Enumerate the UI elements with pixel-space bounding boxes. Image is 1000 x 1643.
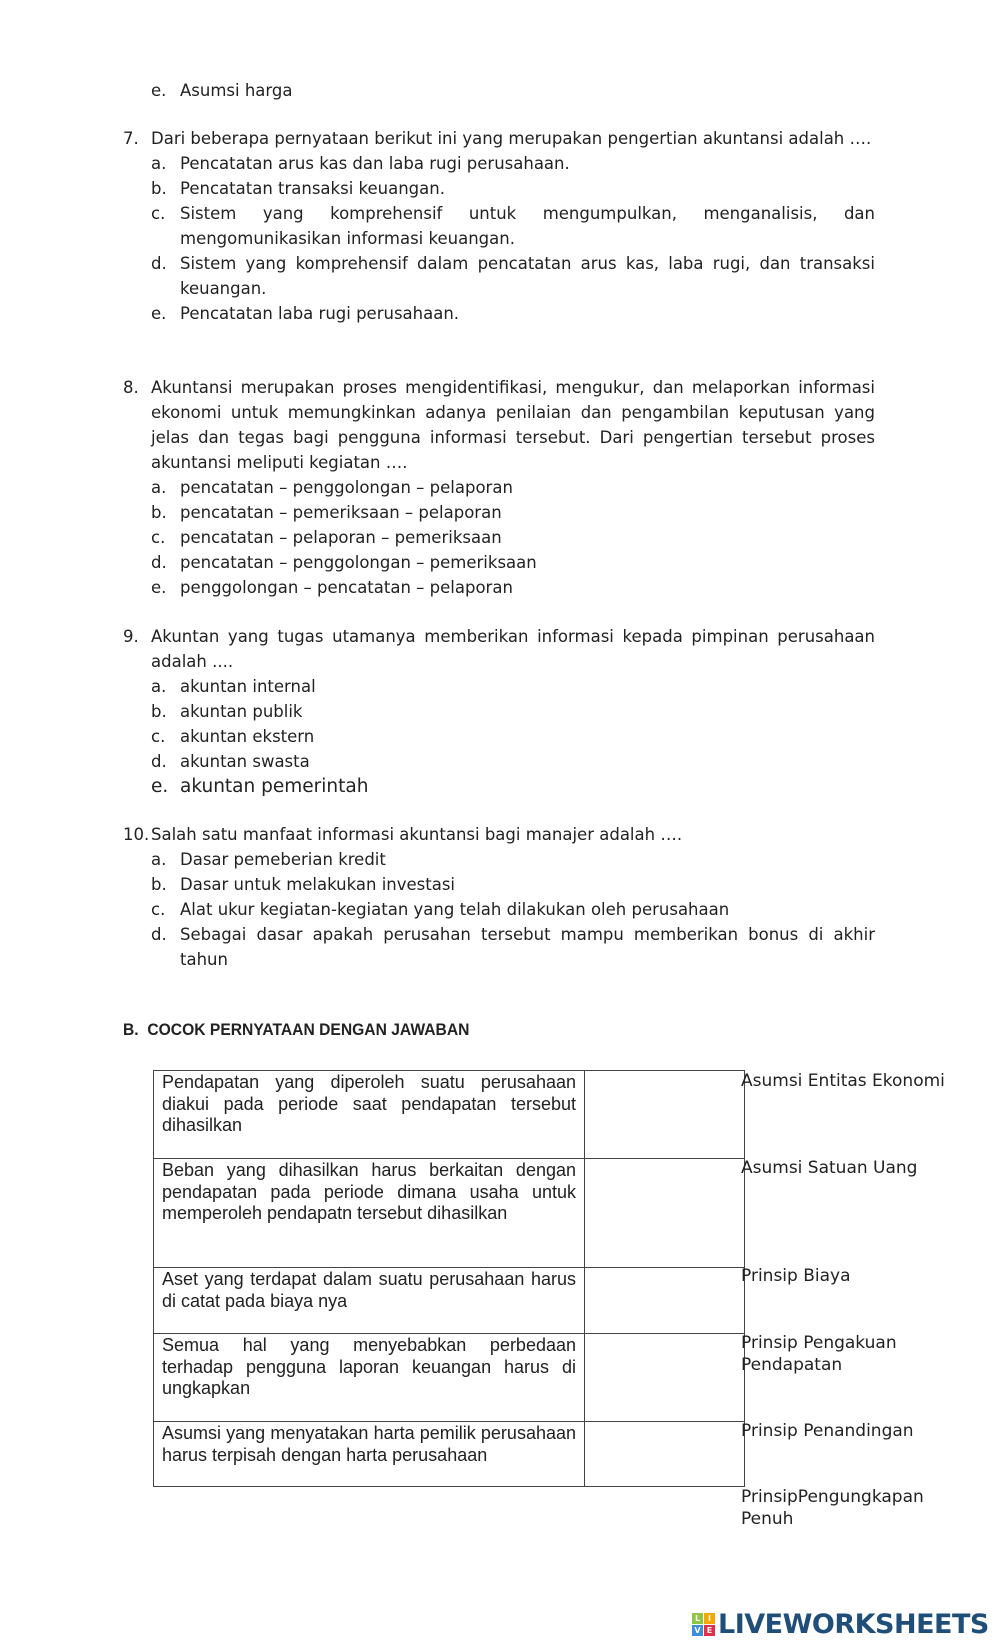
matching-row <box>154 1422 745 1487</box>
question-number: 10. <box>123 825 150 844</box>
option-letter: e. <box>151 304 167 323</box>
answer-option[interactable] <box>151 201 875 251</box>
answer-choice[interactable]: PrinsipPengungkapan Penuh <box>741 1487 924 1529</box>
option-text: Alat ukur kegiatan-kegiatan yang telah dilakukan oleh perusahaan <box>180 900 730 919</box>
answer-drop-box[interactable] <box>585 1071 745 1159</box>
option-text: Sistem yang komprehensif untuk mengumpulkan, menganalisis, dan mengomunikasikan informasi keuangan. <box>180 204 875 248</box>
question-7 <box>123 126 875 326</box>
answer-option[interactable] <box>151 699 875 724</box>
option-letter: e. <box>151 81 167 100</box>
option-letter: c. <box>151 204 166 223</box>
answer-option[interactable] <box>151 475 875 500</box>
answer-option[interactable] <box>151 151 875 176</box>
answer-option[interactable] <box>151 500 875 525</box>
matching-row <box>154 1268 745 1334</box>
matching-row <box>154 1071 745 1159</box>
answer-drop-box[interactable] <box>585 1334 745 1422</box>
matching-table <box>153 1070 745 1487</box>
question-8 <box>123 375 875 600</box>
question-number: 7. <box>123 129 139 148</box>
question-6-tail <box>123 78 875 103</box>
logo-letter-tile: V <box>692 1625 703 1636</box>
answer-option[interactable] <box>151 251 875 301</box>
answer-option[interactable] <box>151 774 875 799</box>
option-text: Sebagai dasar apakah perusahan tersebut mampu memberikan bonus di akhir tahun <box>180 925 875 969</box>
answer-option[interactable] <box>151 575 875 600</box>
option-text: pencatatan – pelaporan – pemeriksaan <box>180 528 502 547</box>
option-text: akuntan ekstern <box>180 727 315 746</box>
option-letter: a. <box>151 677 167 696</box>
option-text: akuntan swasta <box>180 752 310 771</box>
option-letter: b. <box>151 875 167 894</box>
option-letter: c. <box>151 900 166 919</box>
answer-choice[interactable]: Prinsip Penandingan <box>741 1421 914 1441</box>
question-number: 8. <box>123 378 139 397</box>
liveworksheets-logo <box>692 1609 989 1640</box>
question-10 <box>123 822 875 972</box>
option-letter: c. <box>151 528 166 547</box>
option-text: Pencatatan transaksi keuangan. <box>180 179 445 198</box>
question-number: 9. <box>123 627 139 646</box>
logo-letter-tile: I <box>704 1613 715 1624</box>
matching-row <box>154 1334 745 1422</box>
option-text: Dasar pemeberian kredit <box>180 850 386 869</box>
statement-cell: Beban yang dihasilkan harus berkaitan dengan pendapatan pada periode dimana usaha untuk memperoleh pendapatn tersebut dihasilkan <box>154 1159 585 1268</box>
answer-option[interactable] <box>151 847 875 872</box>
answer-option[interactable] <box>151 749 875 774</box>
option-text: akuntan internal <box>180 677 316 696</box>
answer-choice[interactable]: Asumsi Entitas Ekonomi <box>741 1071 945 1091</box>
option-text: pencatatan – penggolongan – pemeriksaan <box>180 553 537 572</box>
answer-option[interactable] <box>151 550 875 575</box>
option-letter: e. <box>151 578 167 597</box>
answer-option[interactable] <box>151 922 875 972</box>
answer-option[interactable] <box>151 301 875 326</box>
option-letter: d. <box>151 752 167 771</box>
option-letter: d. <box>151 925 167 944</box>
option-text: Pencatatan arus kas dan laba rugi perusahaan. <box>180 154 570 173</box>
answer-drop-box[interactable] <box>585 1422 745 1487</box>
logo-icon <box>692 1613 715 1636</box>
option-text: Asumsi harga <box>180 81 293 100</box>
question-9 <box>123 624 875 799</box>
option-letter: a. <box>151 478 167 497</box>
option-letter: b. <box>151 503 167 522</box>
logo-letter-tile: E <box>704 1625 715 1636</box>
answer-option[interactable] <box>151 897 875 922</box>
option-letter: b. <box>151 702 167 721</box>
answer-option[interactable] <box>151 525 875 550</box>
logo-letter-tile: L <box>692 1613 703 1624</box>
answer-option[interactable] <box>151 674 875 699</box>
option-text: akuntan publik <box>180 702 303 721</box>
option-letter: d. <box>151 254 167 273</box>
option-text: Sistem yang komprehensif dalam pencatatan arus kas, laba rugi, dan transaksi keuangan. <box>180 254 875 298</box>
option-text: Pencatatan laba rugi perusahaan. <box>180 304 460 323</box>
statement-cell: Semua hal yang menyebabkan perbedaan terhadap pengguna laporan keuangan harus di ungkapkan <box>154 1334 585 1422</box>
option-text: akuntan pemerintah <box>180 776 369 797</box>
answer-option[interactable] <box>151 872 875 897</box>
answer-choice[interactable]: Prinsip Biaya <box>741 1266 851 1286</box>
option-text: Dasar untuk melakukan investasi <box>180 875 456 894</box>
question-stem: Akuntansi merupakan proses mengidentifikasi, mengukur, dan melaporkan informasi ekonomi untuk memungkinkan adanya penilaian dan pengambilan keputusan yang jelas dan tegas bagi pengguna informasi tersebut. Dari pengertian tersebut proses akuntansi meliputi kegiatan …. <box>151 378 875 472</box>
option-letter: d. <box>151 553 167 572</box>
statement-cell: Pendapatan yang diperoleh suatu perusahaan diakui pada periode saat pendapatan tersebut dihasilkan <box>154 1071 585 1159</box>
statement-cell: Aset yang terdapat dalam suatu perusahaan harus di catat pada biaya nya <box>154 1268 585 1334</box>
option-text: pencatatan – pemeriksaan – pelaporan <box>180 503 502 522</box>
answer-option[interactable] <box>151 724 875 749</box>
answer-drop-box[interactable] <box>585 1268 745 1334</box>
option-letter: e. <box>151 776 169 797</box>
logo-text: LIVEWORKSHEETS <box>718 1609 989 1640</box>
option-letter: a. <box>151 850 167 869</box>
option-text: pencatatan – penggolongan – pelaporan <box>180 478 513 497</box>
question-stem: Akuntan yang tugas utamanya memberikan informasi kepada pimpinan perusahaan adalah .... <box>151 627 875 671</box>
option-letter: c. <box>151 727 166 746</box>
option-text: penggolongan – pencatatan – pelaporan <box>180 578 513 597</box>
answer-option[interactable] <box>151 176 875 201</box>
section-b-title: B. COCOK PERNYATAAN DENGAN JAWABAN <box>123 1020 470 1039</box>
option-letter: b. <box>151 179 167 198</box>
question-stem: Dari beberapa pernyataan berikut ini yang merupakan pengertian akuntansi adalah …. <box>151 129 872 148</box>
statement-cell: Asumsi yang menyatakan harta pemilik perusahaan harus terpisah dengan harta perusahaan <box>154 1422 585 1487</box>
answer-drop-box[interactable] <box>585 1159 745 1268</box>
answer-choice[interactable]: Asumsi Satuan Uang <box>741 1158 918 1178</box>
answer-choice[interactable]: Prinsip Pengakuan Pendapatan <box>741 1333 897 1375</box>
matching-row <box>154 1159 745 1268</box>
option-letter: a. <box>151 154 167 173</box>
question-stem: Salah satu manfaat informasi akuntansi bagi manajer adalah …. <box>151 825 683 844</box>
